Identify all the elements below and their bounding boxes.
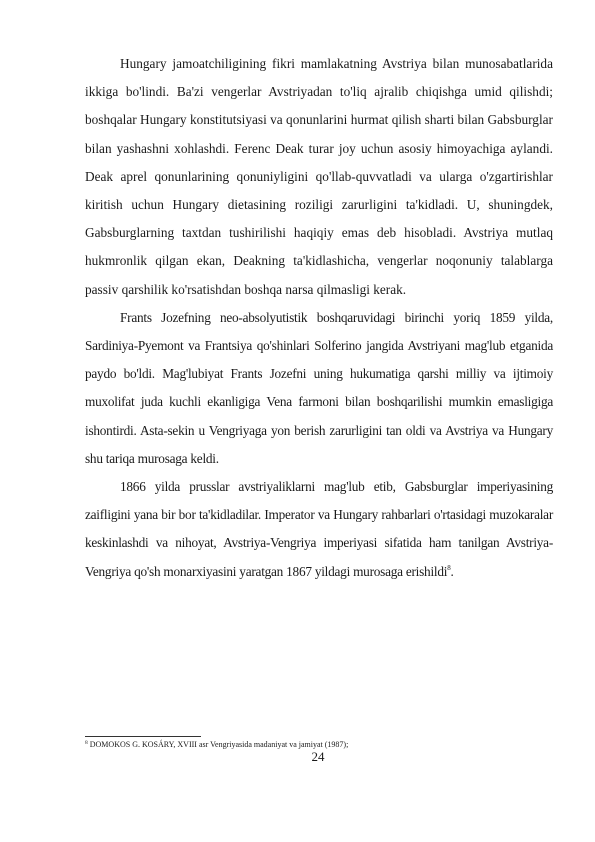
page-number: 24 [311,749,325,764]
paragraph-2: Frants Jozefning neo-absolyutistik boshqaruvidagi birinchi yoriq 1859 yilda, Sardiniya-Pyemont va Frantsiya qo'shinlari Solferino jangida Avstriyani mag'lub etganida paydo bo'ldi. Mag'lubiyat Frants Jozefni uning hukumatiga qarshi milliy va ijtimoiy muxolifat juda kuchli ekanligiga Vena farmoni bilan boshqarilishi mumkin emasligiga ishontirdi. Asta-sekin u Vengriyaga yon berish zarurligini tan oldi va Avstriya va Hungary shu tariqa murosaga keldi. [85,309,553,466]
document-body [85,50,553,586]
footnote-marker: 8 [85,740,88,746]
footnote-reference[interactable]: 8 [447,563,451,572]
paragraph-3-text: 1866 yilda prusslar avstriyaliklarni mag'lub etib, Gabsburglar imperiyasining zaifligini yana bir bor ta'kidladilar. Imperator va Hungary rahbarlari o'rtasidagi muzokaralar keskinlashdi va nihoyat, Avstriya-Vengriya imperiyasi sifatida ham tanilgan Avstriya-Vengriya qo'sh monarxiyasini yaratgan 1867 yildagi murosaga erishildi [85,479,553,579]
footnote-separator [85,736,201,737]
paragraph-1: Hungary jamoatchiligining fikri mamlakatning Avstriya bilan munosabatlarida ikkiga bo'lindi. Ba'zi vengerlar Avstriyadan to'liq ajralib chiqishga umid qilishdi; boshqalar Hungary konstitutsiyasi va qonunlarini hurmat qilish sharti bilan Gabsburglar bilan yashashni xohlashdi. Ferenc Deak turar joy uchun asosiy himoyachiga aylandi. Deak aprel qonunlarining qonuniyligini qo'llab-quvvatladi va ularga o'zgartirishlar kiritish uchun Hungary dietasining roziligi zarurligini ta'kidladi. U, shuningdek, Gabsburglarning taxtdan tushirilishi haqiqiy emas deb hisobladi. Avstriya mutlaq hukmronlik qilgan ekan, Deakning ta'kidlashicha, vengerlar noqonuniy talablarga passiv qarshilik ko'rsatishdan boshqa narsa qilmasligi kerak. [85,56,553,297]
footnote-text: DOMOKOS G. KOSÁRY, XVIII asr Vengriyasida madaniyat va jamiyat (1987); [87,740,349,749]
paragraph-3: 1866 yilda prusslar avstriyaliklarni mag'lub etib, Gabsburglar imperiyasining zaifligini yana bir bor ta'kidladilar. Imperator va Hungary rahbarlari o'rtasidagi muzokaralar keskinlashdi va nihoyat, Avstriya-Vengriya imperiyasi sifatida ham tanilgan Avstriya-Vengriya qo'sh monarxiyasini yaratgan 1867 yildagi murosaga erishildi$^8$. [85,479,553,579]
